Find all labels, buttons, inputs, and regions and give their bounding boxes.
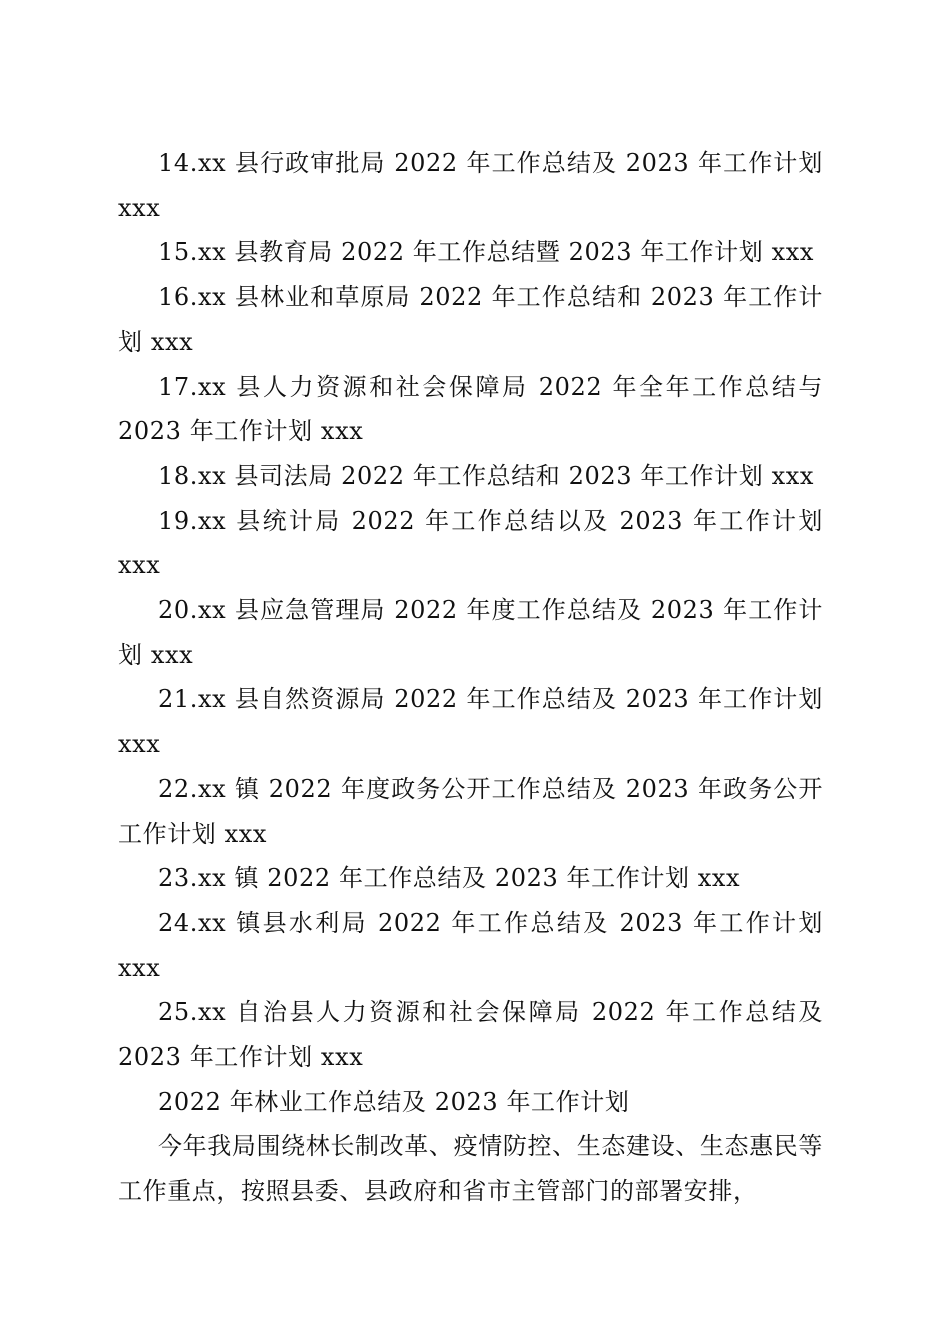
- body-paragraph: 今年我局围绕林长制改革、疫情防控、生态建设、生态惠民等工作重点，按照县委、县政府和省市主管部门的部署安排，: [118, 1132, 823, 1206]
- list-item: 15.xx 县教育局 2022 年工作总结暨 2023 年工作计划 xxx: [158, 238, 814, 267]
- list-item: 16.xx 县林业和草原局 2022 年工作总结和 2023 年工作计划 xxx: [118, 283, 823, 356]
- document-body: [118, 141, 823, 1214]
- list-item: 19.xx 县统计局 2022 年工作总结以及 2023 年工作计划 xxx: [118, 506, 824, 580]
- list-item: 20.xx 县应急管理局 2022 年度工作总结及 2023 年工作计划 xxx: [118, 596, 823, 669]
- list-item: 14.xx 县行政审批局 2022 年工作总结及 2023 年工作计划 xxx: [118, 149, 823, 222]
- list-item: 22.xx 镇 2022 年度政务公开工作总结及 2023 年政务公开工作计划 xxx: [118, 774, 823, 848]
- list-item: 24.xx 镇县水利局 2022 年工作总结及 2023 年工作计划 xxx: [118, 908, 824, 982]
- list-item: 17.xx 县人力资源和社会保障局 2022 年全年工作总结与 2023 年工作计划 xxx: [118, 372, 823, 446]
- list-item: 25.xx 自治县人力资源和社会保障局 2022 年工作总结及 2023 年工作计划 xxx: [118, 998, 823, 1072]
- list-item: 21.xx 县自然资源局 2022 年工作总结及 2023 年工作计划 xxx: [118, 685, 823, 759]
- list-item: 23.xx 镇 2022 年工作总结及 2023 年工作计划 xxx: [158, 864, 741, 893]
- list-item: 18.xx 县司法局 2022 年工作总结和 2023 年工作计划 xxx: [158, 461, 814, 490]
- section-title: 2022 年林业工作总结及 2023 年工作计划: [158, 1087, 630, 1116]
